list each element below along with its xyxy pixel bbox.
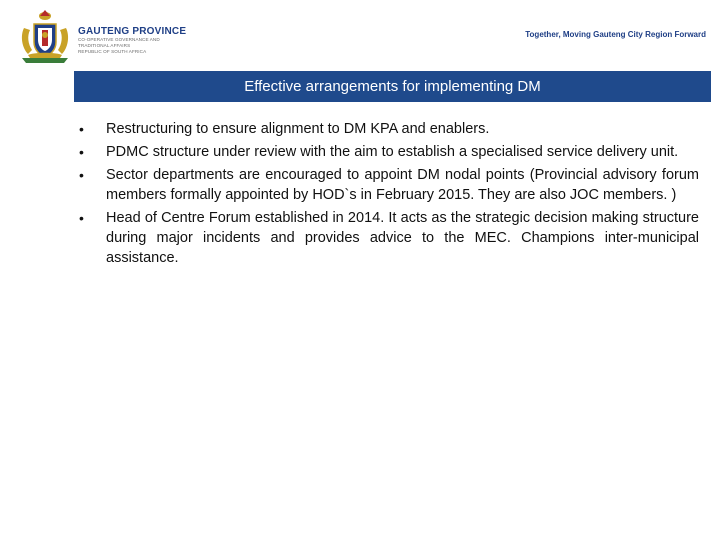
bullet-icon: • (79, 167, 84, 183)
bullet-list (74, 119, 699, 271)
bullet-item (74, 142, 699, 162)
tagline: Together, Moving Gauteng City Region Forward (525, 30, 706, 39)
bullet-icon: • (79, 144, 84, 160)
bullet-item (74, 119, 699, 139)
bullet-text: Head of Centre Forum established in 2014. It acts as the strategic decision making structure during major incidents and provides advice to the MEC. Champions inter-municipal assistance. (106, 210, 699, 266)
bullet-text: Restructuring to ensure alignment to DM KPA and enablers. (106, 121, 490, 137)
gauteng-logo (14, 10, 214, 66)
bullet-icon: • (79, 121, 84, 137)
bullet-text: Sector departments are encouraged to appoint DM nodal points (Provincial advisory forum members formally appointed by HOD`s in February 2015. They are also JOC members. ) (106, 167, 699, 203)
org-subtitle-2: TRADITIONAL AFFAIRS (78, 43, 131, 48)
header (0, 0, 720, 70)
bullet-text: PDMC structure under review with the aim to establish a specialised service delivery unit. (106, 144, 679, 160)
org-subtitle-1: CO-OPERATIVE GOVERNANCE AND (78, 37, 160, 42)
org-name: GAUTENG PROVINCE (78, 26, 187, 37)
bullet-icon: • (79, 210, 84, 226)
bullet-item (74, 208, 699, 268)
slide-title: Effective arrangements for implementing DM (244, 78, 541, 95)
org-subtitle-3: REPUBLIC OF SOUTH AFRICA (78, 49, 147, 54)
slide-title-bar (74, 71, 711, 102)
coat-of-arms-icon (14, 10, 76, 66)
bullet-item (74, 165, 699, 205)
